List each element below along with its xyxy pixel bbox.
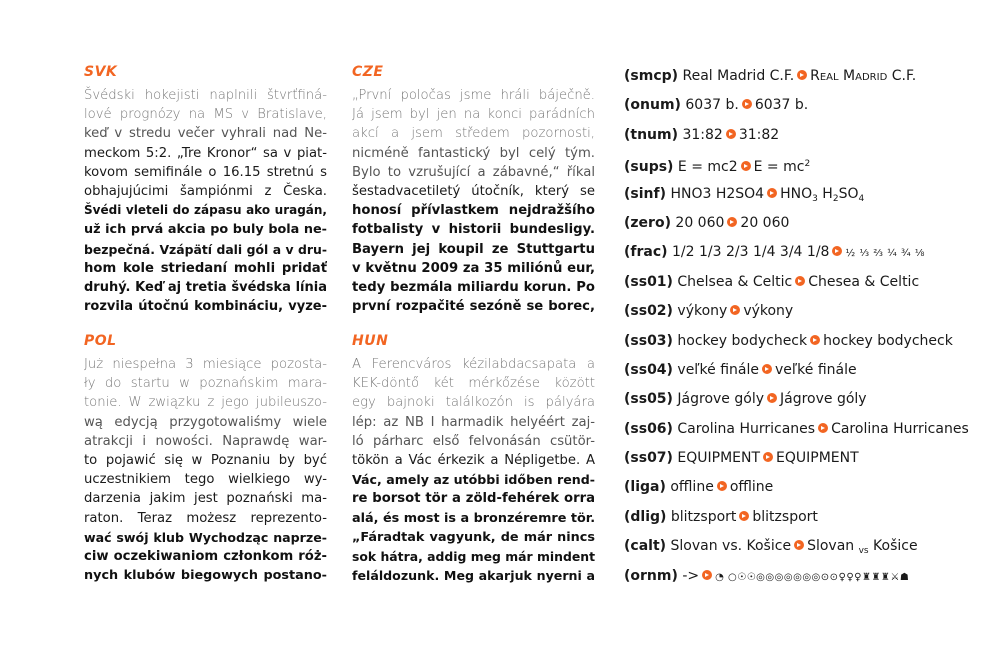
feature-after-main: Slovan bbox=[807, 538, 859, 555]
opentype-feature-list bbox=[624, 62, 984, 591]
feature-after: hockey bodycheck bbox=[823, 332, 953, 349]
paragraph bbox=[84, 355, 327, 585]
orange-circle-arrow-icon bbox=[818, 423, 828, 433]
feature-tag: (ss02) bbox=[624, 303, 673, 320]
feature-tag: (dlig) bbox=[624, 508, 667, 525]
feature-after: 20 060 bbox=[740, 214, 790, 231]
feature-row bbox=[624, 503, 984, 532]
column-pol bbox=[84, 333, 327, 585]
feature-row bbox=[624, 327, 984, 356]
orange-circle-arrow-icon bbox=[742, 99, 752, 109]
feature-tag: (ss07) bbox=[624, 450, 673, 467]
feature-before: E = mc2 bbox=[677, 159, 738, 176]
feature-row bbox=[624, 532, 984, 561]
feature-tag: (ss04) bbox=[624, 361, 673, 378]
feature-after: EQUIPMENT bbox=[776, 450, 859, 467]
feature-after: blitzsport bbox=[752, 508, 818, 525]
orange-circle-arrow-icon bbox=[763, 452, 773, 462]
feature-after: $HNO_3$ $H_2SO_4$ bbox=[780, 185, 865, 204]
column-cze bbox=[352, 64, 595, 316]
feature-before: Jágrove góly bbox=[677, 391, 764, 408]
text-line: Już niespełna 3 miesiące pozosta- bbox=[84, 357, 327, 372]
feature-tag: (ornm) bbox=[624, 567, 678, 584]
text-line: nych klubów biegowych postano- bbox=[84, 568, 327, 584]
feature-after-main: E = mc bbox=[753, 159, 805, 176]
orange-circle-arrow-icon bbox=[739, 511, 749, 521]
feature-row bbox=[624, 385, 984, 414]
text-line: feláldozunk. Meg akarjuk nyerni a bbox=[352, 568, 595, 584]
feature-before: Slovan vs. Košice bbox=[670, 538, 792, 555]
feature-after-superscript: 2 bbox=[804, 159, 811, 170]
feature-after bbox=[807, 538, 918, 557]
paragraph bbox=[352, 86, 595, 316]
text-line: uczestnikiem tego wielkiego wy- bbox=[84, 472, 327, 488]
orange-circle-arrow-icon bbox=[730, 305, 740, 315]
feature-row bbox=[624, 444, 984, 473]
feature-before: hockey bodycheck bbox=[677, 332, 808, 349]
text-line: druhý. Keď aj tretia švédska línia bbox=[84, 280, 327, 296]
paragraph bbox=[84, 86, 327, 316]
orange-circle-arrow-icon bbox=[762, 364, 772, 374]
text-line: tökön a Vác érkezik a Népligetbe. A bbox=[352, 453, 595, 469]
text-line: rozvila útočnú kombináciu, vyze- bbox=[84, 299, 327, 315]
text-line: lové prognózy na MS v Bratislave, bbox=[84, 107, 327, 123]
feature-after-rest: Košice bbox=[868, 538, 918, 555]
text-line: šestadvacetiletý útočník, který se bbox=[352, 184, 595, 200]
text-line: „Fáradtak vagyunk, de már nincs bbox=[352, 529, 595, 545]
feature-after-ligature: vs bbox=[858, 546, 869, 557]
feature-after: Jágrove góly bbox=[780, 391, 867, 408]
feature-tag: (sups) bbox=[624, 159, 674, 176]
feature-tag: (ss05) bbox=[624, 391, 673, 408]
column-hun bbox=[352, 333, 595, 585]
text-line: tonie. W związku z jego jubileuszo- bbox=[84, 395, 327, 411]
feature-after: 6037 b. bbox=[754, 97, 809, 114]
feature-tag: (onum) bbox=[624, 97, 681, 114]
feature-before: Chelsea & Celtic bbox=[677, 273, 793, 290]
text-line: ló párharc első felvonásán csütör- bbox=[352, 433, 595, 449]
paragraph bbox=[352, 355, 595, 585]
orange-circle-arrow-icon bbox=[726, 129, 736, 139]
feature-row bbox=[624, 297, 984, 326]
feature-before: Carolina Hurricanes bbox=[677, 420, 816, 437]
feature-tag: (zero) bbox=[624, 214, 671, 231]
feature-before: HNO3 H2SO4 bbox=[670, 185, 765, 202]
text-line: fotbalisty v historii bundesligy. bbox=[352, 222, 595, 238]
feature-tag: (ss03) bbox=[624, 332, 673, 349]
feature-after: Chesea & Celtic bbox=[808, 273, 920, 290]
text-line: akcí a jsem středem pozornosti, bbox=[352, 126, 595, 142]
feature-tag: (ss01) bbox=[624, 273, 673, 290]
orange-circle-arrow-icon bbox=[767, 188, 777, 198]
feature-row bbox=[624, 473, 984, 502]
feature-row bbox=[624, 415, 984, 444]
feature-row bbox=[624, 150, 984, 179]
text-line: hom kole striedaní mohli pridať bbox=[84, 260, 327, 276]
text-line: keď v stredu večer vyhrali nad Ne- bbox=[84, 126, 327, 142]
feature-tag: (tnum) bbox=[624, 126, 679, 143]
feature-after: ½ ⅓ ⅔ ¼ ¾ ⅛ bbox=[845, 248, 926, 260]
orange-circle-arrow-icon bbox=[795, 276, 805, 286]
feature-before: veľké finále bbox=[677, 361, 759, 378]
feature-before: blitzsport bbox=[670, 508, 737, 525]
text-line: alá, és most is a bronzéremre tör. bbox=[352, 510, 595, 526]
text-line: Vác, amely az utóbbi időben rend- bbox=[352, 472, 595, 488]
feature-before: výkony bbox=[677, 303, 728, 320]
text-line: egy bajnoki találkozón is pályára bbox=[352, 395, 595, 411]
text-line: ły do startu w poznańskim mara- bbox=[84, 376, 327, 392]
orange-circle-arrow-icon bbox=[832, 246, 842, 256]
feature-row bbox=[624, 238, 984, 267]
orange-circle-arrow-icon bbox=[741, 161, 751, 171]
text-line: A Ferencváros kézilabdacsapata a bbox=[352, 357, 595, 372]
orange-circle-arrow-icon bbox=[797, 70, 807, 80]
text-line: obhajujúcimi šampiónmi z Česka. bbox=[84, 184, 327, 200]
orange-circle-arrow-icon bbox=[717, 481, 727, 491]
text-line: wać swój klub Wychodząc naprze- bbox=[84, 529, 327, 545]
feature-row bbox=[624, 62, 984, 91]
text-line: lép: az NB I harmadik helyéért zaj- bbox=[352, 414, 595, 430]
feature-after: veľké finále bbox=[775, 361, 857, 378]
feature-before: -> bbox=[682, 567, 700, 584]
column-svk bbox=[84, 64, 327, 316]
text-line: Bayern jej koupil ze Stuttgartu bbox=[352, 241, 595, 257]
feature-after: ◔ ○☉☉◎◎◎◎◎◎◎⊙⊙♀♀♀♜♜♜⚔☗ bbox=[715, 571, 910, 583]
text-line: to pojawić się w Poznaniu by być bbox=[84, 453, 327, 469]
feature-after: 31:82 bbox=[738, 126, 780, 143]
text-line: meckom 5:2. „Tre Kronor“ sa v piat- bbox=[84, 145, 327, 161]
text-line: KEK-döntő két mérkőzése között bbox=[352, 376, 595, 392]
text-line: tedy bezmála miliardu korun. Po bbox=[352, 280, 595, 296]
feature-tag: (smcp) bbox=[624, 68, 679, 84]
feature-tag: (sinf) bbox=[624, 185, 666, 202]
feature-row bbox=[624, 562, 984, 591]
feature-after: Real Madrid C.F. bbox=[810, 68, 917, 84]
text-line: honosí přívlastkem nejdražšího bbox=[352, 203, 595, 219]
feature-row bbox=[624, 356, 984, 385]
text-line: v květnu 2009 za 35 miliónů eur, bbox=[352, 260, 595, 276]
feature-before: 6037 b. bbox=[685, 97, 739, 114]
orange-circle-arrow-icon bbox=[767, 393, 777, 403]
orange-circle-arrow-icon bbox=[794, 540, 804, 550]
text-line: Bylo to vzrušující a zábavné,“ říkal bbox=[352, 164, 595, 180]
feature-before: Real Madrid C.F. bbox=[682, 68, 795, 84]
text-line: re borsot tör a zöld-fehérek orra bbox=[352, 491, 595, 507]
feature-tag: (ss06) bbox=[624, 420, 673, 437]
text-line: bezpečná. Vzápätí dali gól a v dru- bbox=[84, 241, 327, 257]
feature-row bbox=[624, 268, 984, 297]
feature-before: 20 060 bbox=[675, 214, 725, 231]
feature-tag: (calt) bbox=[624, 538, 667, 555]
text-line: darzenia jakim jest poznański ma- bbox=[84, 491, 327, 507]
text-line: nicméně fantastický byl celý tým. bbox=[352, 145, 595, 161]
text-line: Švédi vleteli do zápasu ako uragán, bbox=[84, 203, 327, 218]
feature-before: 31:82 bbox=[682, 126, 723, 143]
feature-tag: (liga) bbox=[624, 479, 666, 496]
text-line: atrakcji i nowości. Naprawdę war- bbox=[84, 433, 327, 449]
feature-row bbox=[624, 121, 984, 150]
feature-after: Carolina Hurricanes bbox=[831, 420, 969, 437]
feature-before: EQUIPMENT bbox=[677, 450, 761, 467]
column-heading: HUN bbox=[352, 333, 389, 349]
text-line: ciw oczekiwaniom członkom róż- bbox=[84, 549, 327, 565]
text-line: kovom semifinále o 16.15 stretnú s bbox=[84, 164, 327, 180]
text-line: první rozpačité sezóně se borec, bbox=[352, 299, 595, 315]
feature-row bbox=[624, 180, 984, 209]
orange-circle-arrow-icon bbox=[702, 570, 712, 580]
feature-tag: (frac) bbox=[624, 244, 668, 261]
feature-row bbox=[624, 91, 984, 120]
text-line: už ich prvá akcia po buly bola ne- bbox=[84, 222, 327, 238]
orange-circle-arrow-icon bbox=[810, 335, 820, 345]
column-heading: CZE bbox=[352, 64, 384, 80]
feature-before: offline bbox=[670, 479, 714, 496]
text-line: „První poločas jsme hráli báječně. bbox=[352, 88, 595, 103]
orange-circle-arrow-icon bbox=[727, 217, 737, 227]
text-line: wą edycją przygotowaliśmy wiele bbox=[84, 414, 327, 430]
feature-before: 1/2 1/3 2/3 1/4 3/4 1/8 bbox=[672, 244, 830, 261]
feature-after: offline bbox=[729, 479, 774, 496]
column-heading: SVK bbox=[84, 64, 118, 80]
text-line: raton. Teraz możesz reprezento- bbox=[84, 510, 327, 526]
column-heading: POL bbox=[84, 333, 117, 349]
text-line: Já jsem byl jen na konci parádních bbox=[352, 107, 595, 123]
feature-row bbox=[624, 209, 984, 238]
text-line: sok hátra, addig meg már mindent bbox=[352, 549, 595, 565]
text-line: Švédski hokejisti naplnili štvrťfiná- bbox=[84, 88, 327, 103]
feature-after: výkony bbox=[743, 303, 794, 320]
feature-after bbox=[754, 159, 811, 175]
